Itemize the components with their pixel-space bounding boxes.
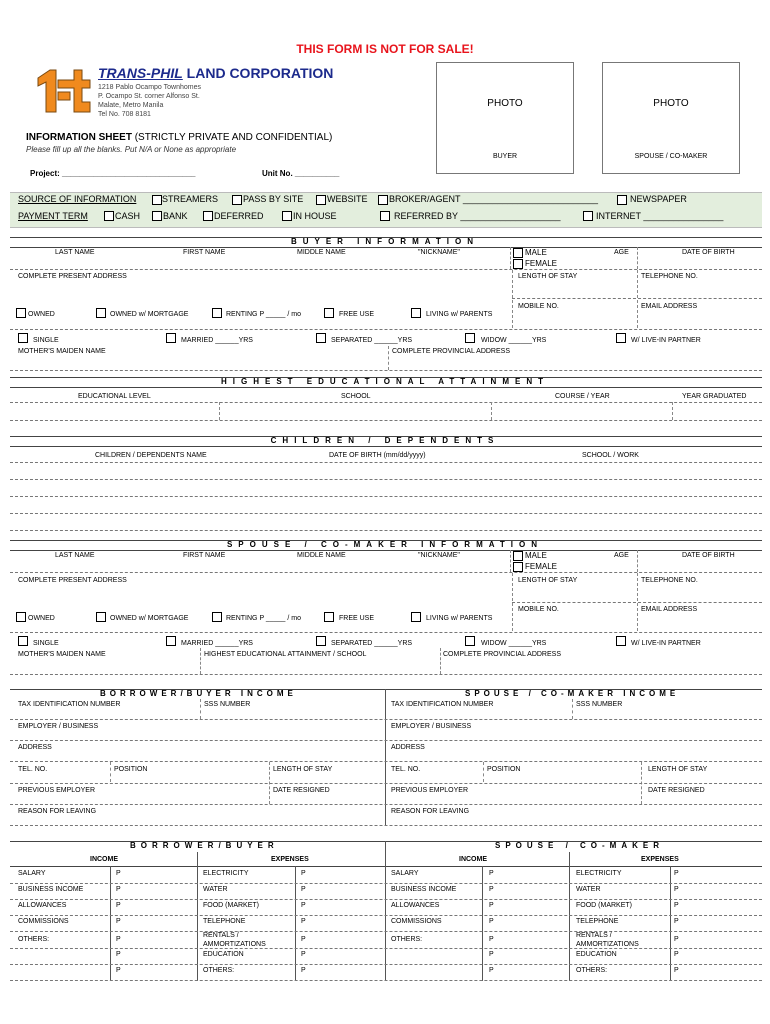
broker-agent-label[interactable]: BROKER/AGENT ___________________________ <box>389 194 598 204</box>
buyer-expense-row-label: RENTALS / AMMORTIZATIONS <box>203 932 266 948</box>
spouse-owned-label: OWNED <box>28 615 55 622</box>
buyer-email-label: EMAIL ADDRESS <box>641 303 698 310</box>
spouse-length-of-stay-label: LENGTH OF STAY <box>518 577 578 584</box>
spouse-income-heading: SPOUSE / CO-MAKER INCOME <box>465 689 680 698</box>
pass-by-site-checkbox[interactable] <box>232 195 242 205</box>
spouse-male-label: MALE <box>525 551 547 560</box>
buyer-separated-checkbox[interactable] <box>316 333 326 343</box>
buyer-telephone-label: TELEPHONE NO. <box>641 273 698 280</box>
buyer-income-peso-field[interactable]: P <box>116 886 121 893</box>
buyer-age-label: AGE <box>614 249 629 256</box>
project-field[interactable]: Project: ______________________________ <box>30 169 196 178</box>
buyer-information-heading: BUYER INFORMATION <box>290 237 480 246</box>
buyer-income-peso-field[interactable]: P <box>116 918 121 925</box>
buyer-length-of-stay-label: LENGTH OF STAY <box>518 273 578 280</box>
source-of-information-label: SOURCE OF INFORMATION <box>18 194 137 204</box>
referred-by-label[interactable]: REFERRED BY ____________________ <box>394 211 561 221</box>
buyer-employer-label: EMPLOYER / BUSINESS <box>18 723 99 730</box>
buyer-photo-label: PHOTO <box>487 98 523 109</box>
spouse-expense-peso-field[interactable]: P <box>674 967 679 974</box>
buyer-nickname-label: "NICKNAME" <box>418 249 460 256</box>
deferred-label: DEFERRED <box>214 211 264 221</box>
spouse-date-resigned-label: DATE RESIGNED <box>648 787 705 794</box>
spouse-provincial-address-label: COMPLETE PROVINCIAL ADDRESS <box>443 651 561 658</box>
not-for-sale-notice: THIS FORM IS NOT FOR SALE! <box>296 42 474 56</box>
buyer-owned-checkbox[interactable] <box>16 308 26 318</box>
buyer-owned-label: OWNED <box>28 311 55 318</box>
spouse-income-row-label: OTHERS: <box>391 936 423 943</box>
buyer-date-resigned-label: DATE RESIGNED <box>273 787 330 794</box>
spouse-sss-label: SSS NUMBER <box>576 701 623 708</box>
spouse-photo-box[interactable] <box>602 62 740 174</box>
buyer-last-name-label: LAST NAME <box>55 249 95 256</box>
spouse-single-checkbox[interactable] <box>18 636 28 646</box>
buyer-first-name-label: FIRST NAME <box>183 249 226 256</box>
website-label: WEBSITE <box>327 194 368 204</box>
company-address-2: P. Ocampo St. corner Alfonso St. <box>98 93 200 100</box>
internet-checkbox[interactable] <box>583 211 593 221</box>
buyer-owned-mortgage-checkbox[interactable] <box>96 308 106 318</box>
sheet-title-main: INFORMATION SHEET <box>26 132 132 143</box>
buyer-expense-peso-field[interactable]: P <box>301 918 306 925</box>
spouse-owned-checkbox[interactable] <box>16 612 26 622</box>
buyer-female-label: FEMALE <box>525 259 558 268</box>
buyer-sss-label: SSS NUMBER <box>204 701 251 708</box>
buyer-income-peso-field[interactable]: P <box>116 936 121 943</box>
buyer-expense-peso-field[interactable]: P <box>301 936 306 943</box>
spouse-nickname-label: "NICKNAME" <box>418 552 460 559</box>
buyer-income-row-label: COMMISSIONS <box>18 918 69 925</box>
buyer-expense-peso-field[interactable]: P <box>301 951 306 958</box>
buyer-widow-label[interactable]: WIDOW ______YRS <box>481 337 547 344</box>
spouse-prev-employer-label: PREVIOUS EMPLOYER <box>391 787 469 794</box>
referred-by-checkbox[interactable] <box>380 211 390 221</box>
cash-checkbox[interactable] <box>104 211 114 221</box>
course-year-label: COURSE / YEAR <box>555 393 610 400</box>
newspaper-checkbox[interactable] <box>617 195 627 205</box>
buyer-male-checkbox[interactable] <box>513 248 523 258</box>
spouse-mobile-label: MOBILE NO. <box>518 606 559 613</box>
buyer-income-peso-field[interactable]: P <box>116 902 121 909</box>
buyer-middle-name-label: MIDDLE NAME <box>297 249 346 256</box>
spouse-live-in-label: W/ LIVE-IN PARTNER <box>631 640 701 647</box>
educational-level-label: EDUCATIONAL LEVEL <box>78 393 151 400</box>
spouse-highest-edu-label: HIGHEST EDUCATIONAL ATTAINMENT / SCHOOL <box>204 651 367 658</box>
spouse-expense-peso-field[interactable]: P <box>674 902 679 909</box>
company-name-rest: LAND CORPORATION <box>186 65 334 81</box>
buyer-expense-peso-field[interactable]: P <box>301 902 306 909</box>
buyer-expense-peso-field[interactable]: P <box>301 886 306 893</box>
spouse-dob-label: DATE OF BIRTH <box>682 552 735 559</box>
sheet-title-sub: (STRICTLY PRIVATE AND CONFIDENTIAL) <box>134 132 333 143</box>
spouse-expense-row-label: EDUCATION <box>576 951 617 958</box>
buyer-present-address-label: COMPLETE PRESENT ADDRESS <box>18 273 127 280</box>
buyer-mothers-maiden-label: MOTHER'S MAIDEN NAME <box>18 348 106 355</box>
spouse-single-label: SINGLE <box>33 640 59 647</box>
spouse-income-row-label: SALARY <box>391 870 419 877</box>
buyer-renting-checkbox[interactable] <box>212 308 222 318</box>
buyer-live-in-label: W/ LIVE-IN PARTNER <box>631 337 701 344</box>
buyer-photo-box[interactable] <box>436 62 574 174</box>
company-name <box>98 65 333 81</box>
spouse-position-label: POSITION <box>487 766 521 773</box>
buyer-length-stay-label: LENGTH OF STAY <box>273 766 333 773</box>
buyer-photo-caption: BUYER <box>492 153 518 160</box>
buyer-expense-row-label: ELECTRICITY <box>203 870 249 877</box>
buyer-renting-label[interactable]: RENTING P _____ / mo <box>226 311 301 318</box>
broker-agent-checkbox[interactable] <box>378 195 388 205</box>
buyer-living-parents-label: LIVING w/ PARENTS <box>426 311 493 318</box>
spouse-income-row-label: BUSINESS INCOME <box>391 886 457 893</box>
spouse-living-parents-label: LIVING w/ PARENTS <box>426 615 493 622</box>
spouse-telephone-label: TELEPHONE NO. <box>641 577 698 584</box>
buyer-expense-row-label: FOOD (MARKET) <box>203 902 259 909</box>
buyer-live-in-checkbox[interactable] <box>616 333 626 343</box>
buyer-prev-employer-label: PREVIOUS EMPLOYER <box>18 787 96 794</box>
spouse-live-in-checkbox[interactable] <box>616 636 626 646</box>
spouse-expense-row-label: OTHERS: <box>576 967 608 974</box>
spouse-free-use-label: FREE USE <box>339 615 375 622</box>
spouse-owned-mortgage-checkbox[interactable] <box>96 612 106 622</box>
buyer-income-row-label: BUSINESS INCOME <box>18 886 84 893</box>
spouse-income-col-label: INCOME <box>459 856 487 863</box>
spouse-income-peso-field[interactable]: P <box>489 902 494 909</box>
buyer-mobile-label: MOBILE NO. <box>518 303 559 310</box>
spouse-married-label[interactable]: MARRIED ______YRS <box>181 640 253 647</box>
spouse-renting-label[interactable]: RENTING P _____ / mo <box>226 615 301 622</box>
cash-label: CASH <box>115 211 141 221</box>
company-address-3: Malate, Metro Manila <box>98 102 164 109</box>
buyer-expense-peso-field[interactable]: P <box>301 967 306 974</box>
buyer-single-checkbox[interactable] <box>18 333 28 343</box>
buyer-expense-row-label: OTHERS: <box>203 967 235 974</box>
buyer-male-label: MALE <box>525 248 547 257</box>
buyer-provincial-address-label: COMPLETE PROVINCIAL ADDRESS <box>392 348 510 355</box>
spouse-employer-label: EMPLOYER / BUSINESS <box>391 723 472 730</box>
spouse-finance-heading: SPOUSE / CO-MAKER <box>495 841 665 850</box>
spouse-photo-label: PHOTO <box>653 98 689 109</box>
buyer-single-label: SINGLE <box>33 337 59 344</box>
buyer-married-label[interactable]: MARRIED ______YRS <box>181 337 253 344</box>
unit-number-field[interactable]: Unit No. __________ <box>262 169 340 178</box>
children-heading: CHILDREN / DEPENDENTS <box>270 436 500 445</box>
buyer-expenses-col-label: EXPENSES <box>271 856 309 863</box>
spouse-present-address-label: COMPLETE PRESENT ADDRESS <box>18 577 127 584</box>
streamers-label: STREAMERS <box>162 194 219 204</box>
buyer-income-row-label: ALLOWANCES <box>18 902 67 909</box>
spouse-expense-row-label: WATER <box>576 886 601 893</box>
buyer-position-label: POSITION <box>114 766 148 773</box>
spouse-length-stay-label: LENGTH OF STAY <box>648 766 708 773</box>
spouse-female-label: FEMALE <box>525 562 558 571</box>
buyer-expense-row-label: EDUCATION <box>203 951 244 958</box>
buyer-income-peso-field[interactable]: P <box>116 870 121 877</box>
spouse-tin-label: TAX IDENTIFICATION NUMBER <box>391 701 494 708</box>
spouse-separated-checkbox[interactable] <box>316 636 326 646</box>
buyer-reason-label: REASON FOR LEAVING <box>18 808 97 815</box>
buyer-income-peso-field[interactable]: P <box>116 951 121 958</box>
buyer-address-label: ADDRESS <box>18 744 52 751</box>
bank-checkbox[interactable] <box>152 211 162 221</box>
company-address-1: 1218 Pablo Ocampo Townhomes <box>98 84 201 91</box>
deferred-checkbox[interactable] <box>203 211 213 221</box>
in-house-label: IN HOUSE <box>293 211 337 221</box>
buyer-separated-label[interactable]: SEPARATED ______YRS <box>331 337 413 344</box>
buyer-income-row-label: OTHERS: <box>18 936 50 943</box>
year-graduated-label: YEAR GRADUATED <box>682 393 747 400</box>
spouse-expense-row-label: FOOD (MARKET) <box>576 902 632 909</box>
spouse-expense-peso-field[interactable]: P <box>674 870 679 877</box>
buyer-expense-row-label: WATER <box>203 886 228 893</box>
spouse-widow-label[interactable]: WIDOW ______YRS <box>481 640 547 647</box>
spouse-email-label: EMAIL ADDRESS <box>641 606 698 613</box>
company-logo-icon <box>36 68 92 114</box>
buyer-living-parents-checkbox[interactable] <box>411 308 421 318</box>
in-house-checkbox[interactable] <box>282 211 292 221</box>
payment-term-label: PAYMENT TERM <box>18 211 88 221</box>
spouse-expense-peso-field[interactable]: P <box>674 936 679 943</box>
spouse-information-heading: SPOUSE / CO-MAKER INFORMATION <box>226 540 544 549</box>
spouse-reason-label: REASON FOR LEAVING <box>391 808 470 815</box>
spouse-income-peso-field[interactable]: P <box>489 951 494 958</box>
spouse-income-peso-field[interactable]: P <box>489 967 494 974</box>
streamers-checkbox[interactable] <box>152 195 162 205</box>
spouse-female-checkbox[interactable] <box>513 562 523 572</box>
spouse-income-peso-field[interactable]: P <box>489 870 494 877</box>
spouse-free-use-checkbox[interactable] <box>324 612 334 622</box>
newspaper-label: NEWSPAPER <box>630 194 687 204</box>
buyer-female-checkbox[interactable] <box>513 259 523 269</box>
buyer-income-col-label: INCOME <box>90 856 118 863</box>
buyer-expense-row-label: TELEPHONE <box>203 918 246 925</box>
spouse-middle-name-label: MIDDLE NAME <box>297 552 346 559</box>
buyer-income-peso-field[interactable]: P <box>116 967 121 974</box>
education-heading: HIGHEST EDUCATIONAL ATTAINMENT <box>221 377 549 386</box>
website-checkbox[interactable] <box>316 195 326 205</box>
sheet-title <box>26 133 332 143</box>
buyer-tin-label: TAX IDENTIFICATION NUMBER <box>18 701 121 708</box>
school-label: SCHOOL <box>341 393 371 400</box>
spouse-first-name-label: FIRST NAME <box>183 552 226 559</box>
buyer-owned-mortgage-label: OWNED w/ MORTGAGE <box>110 311 189 318</box>
buyer-widow-checkbox[interactable] <box>465 333 475 343</box>
spouse-income-row-label: COMMISSIONS <box>391 918 442 925</box>
spouse-male-checkbox[interactable] <box>513 551 523 561</box>
buyer-married-checkbox[interactable] <box>166 333 176 343</box>
buyer-dob-label: DATE OF BIRTH <box>682 249 735 256</box>
spouse-expense-row-label: RENTALS / AMMORTIZATIONS <box>576 932 639 948</box>
buyer-free-use-label: FREE USE <box>339 311 375 318</box>
spouse-expense-peso-field[interactable]: P <box>674 886 679 893</box>
internet-label[interactable]: INTERNET ________________ <box>596 211 724 221</box>
spouse-expense-peso-field[interactable]: P <box>674 951 679 958</box>
children-dob-label: DATE OF BIRTH (mm/dd/yyyy) <box>329 452 426 459</box>
buyer-income-heading: BORROWER/BUYER INCOME <box>100 689 297 698</box>
spouse-married-checkbox[interactable] <box>166 636 176 646</box>
sheet-instructions: Please fill up all the blanks. Put N/A or None as appropriate <box>26 145 237 154</box>
spouse-photo-caption: SPOUSE / CO-MAKER <box>634 153 708 160</box>
buyer-free-use-checkbox[interactable] <box>324 308 334 318</box>
buyer-tel-label: TEL. NO. <box>18 766 48 773</box>
spouse-widow-checkbox[interactable] <box>465 636 475 646</box>
pass-by-site-label: PASS BY SITE <box>243 194 304 204</box>
spouse-income-peso-field[interactable]: P <box>489 936 494 943</box>
spouse-separated-label[interactable]: SEPARATED ______YRS <box>331 640 413 647</box>
company-address-4: Tel No. 708 8181 <box>98 111 151 118</box>
spouse-mothers-maiden-label: MOTHER'S MAIDEN NAME <box>18 651 106 658</box>
spouse-renting-checkbox[interactable] <box>212 612 222 622</box>
spouse-address-label: ADDRESS <box>391 744 425 751</box>
buyer-expense-peso-field[interactable]: P <box>301 870 306 877</box>
buyer-finance-heading: BORROWER/BUYER <box>130 841 279 850</box>
spouse-tel-label: TEL. NO. <box>391 766 421 773</box>
spouse-last-name-label: LAST NAME <box>55 552 95 559</box>
spouse-living-parents-checkbox[interactable] <box>411 612 421 622</box>
spouse-owned-mortgage-label: OWNED w/ MORTGAGE <box>110 615 189 622</box>
children-name-label: CHILDREN / DEPENDENTS NAME <box>95 452 207 459</box>
spouse-expense-row-label: TELEPHONE <box>576 918 619 925</box>
spouse-income-peso-field[interactable]: P <box>489 918 494 925</box>
spouse-expense-row-label: ELECTRICITY <box>576 870 622 877</box>
buyer-income-row-label: SALARY <box>18 870 46 877</box>
spouse-expenses-col-label: EXPENSES <box>641 856 679 863</box>
bank-label: BANK <box>163 211 188 221</box>
spouse-income-peso-field[interactable]: P <box>489 886 494 893</box>
spouse-age-label: AGE <box>614 552 629 559</box>
spouse-expense-peso-field[interactable]: P <box>674 918 679 925</box>
children-school-label: SCHOOL / WORK <box>582 452 639 459</box>
company-name-bold: TRANS-PHIL <box>98 65 183 81</box>
spouse-income-row-label: ALLOWANCES <box>391 902 440 909</box>
